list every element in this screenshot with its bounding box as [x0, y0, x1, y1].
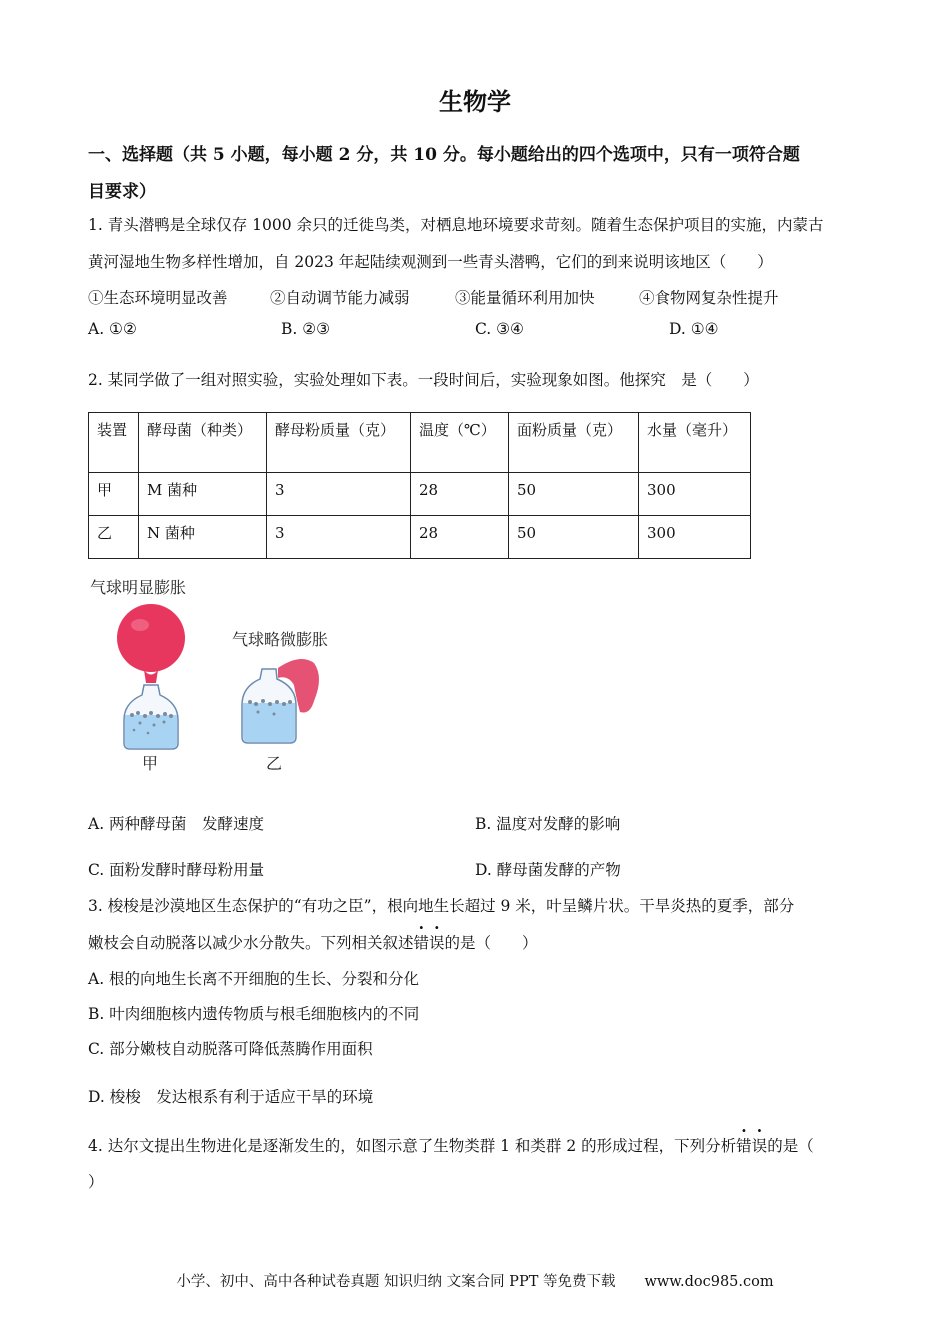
q3-stem-line2 [88, 931, 538, 953]
table-cell: 300 [639, 516, 751, 559]
emphasis-char: 错 [413, 934, 430, 952]
q1-option-d: D. ①④ [669, 320, 719, 338]
page-title: 生物学 [439, 87, 511, 116]
q4-stem-line1 [88, 1134, 814, 1156]
q4-stem-text: 的是（ [767, 1137, 814, 1155]
section-heading: 一、选择题（共 5 小题，每小题 2 分，共 10 分。每小题给出的四个选项中，只有一项符合题 [88, 145, 800, 165]
q4-stem-text: 4. 达尔文提出生物进化是逐渐发生的，如图示意了生物类群 1 和类群 2 的形成过程，下列分析 [88, 1137, 737, 1155]
page-footer: 小学、初中、高中各种试卷真题 知识归纳 文案合同 PPT 等免费下载 www.doc985.com [176, 1274, 774, 1290]
figure-label-b: 气球略微膨胀 [232, 630, 329, 649]
q1-stem-line1: 1. 青头潜鸭是全球仅存 1000 余只的迁徙鸟类，对栖息地环境要求苛刻。随着生态保护项目的实施，内蒙古 [88, 216, 824, 234]
q3-stem-text: 的是（ ） [444, 934, 538, 952]
q3-option-a: A. 根的向地生长离不开细胞的生长、分裂和分化 [88, 970, 420, 988]
table-header-cell: 面粉质量（克） [509, 413, 639, 473]
q2-stem: 2. 某同学做了一组对照实验，实验处理如下表。一段时间后，实验现象如图。他探究 是（ ） [88, 371, 759, 389]
q2-option-c: C. 面粉发酵时酵母粉用量 [88, 861, 265, 879]
q3-stem-line1: 3. 梭梭是沙漠地区生态保护的“有功之臣”，根向地生长超过 9 米，叶呈鳞片状。干旱炎热的夏季，部分 [88, 897, 795, 915]
bottle-label-a: 甲 [142, 754, 159, 773]
q1-item: ①生态环境明显改善 [88, 289, 228, 307]
emphasis-char: 错 [736, 1137, 752, 1155]
table-cell: 3 [267, 516, 411, 559]
bottle-a-balloon-icon [117, 604, 185, 749]
table-header-cell: 水量（毫升） [639, 413, 751, 473]
table-header-cell: 装置 [89, 413, 139, 473]
q2-option-a: A. 两种酵母菌 发酵速度 [88, 815, 265, 833]
q3-option-b: B. 叶肉细胞核内遗传物质与根毛细胞核内的不同 [88, 1005, 420, 1023]
table-cell: 50 [509, 473, 639, 516]
q1-option-b: B. ②③ [281, 320, 331, 338]
table-cell: 3 [267, 473, 411, 516]
q1-item: ③能量循环利用加快 [455, 289, 595, 307]
emphasis-char: 误 [429, 934, 445, 952]
balloon-drawing [88, 575, 368, 775]
q1-item: ④食物网复杂性提升 [639, 289, 779, 307]
table-cell: 甲 [89, 473, 139, 516]
table-header-cell: 酵母菌（种类） [139, 413, 267, 473]
q2-option-b: B. 温度对发酵的影响 [475, 815, 621, 833]
q1-item: ②自动调节能力减弱 [270, 289, 410, 307]
table-header-row [89, 413, 751, 473]
bottle-label-b: 乙 [266, 754, 283, 773]
q1-option-c: C. ③④ [475, 320, 524, 338]
emphasis-char: 误 [751, 1137, 768, 1155]
table-cell: 28 [411, 516, 509, 559]
table-cell: M 菌种 [139, 473, 267, 516]
q4-stem-line2: ） [88, 1173, 104, 1191]
balloon-figure [88, 575, 368, 775]
table-row [89, 516, 751, 559]
table-cell: 28 [411, 473, 509, 516]
bottle-b-balloon-icon [242, 659, 319, 743]
q2-option-d: D. 酵母菌发酵的产物 [475, 861, 621, 879]
figure-label-a: 气球明显膨胀 [90, 578, 187, 597]
q3-option-d: D. 梭梭 发达根系有利于适应干旱的环境 [88, 1088, 374, 1106]
table-header-cell: 温度（℃） [411, 413, 509, 473]
experiment-table [88, 412, 751, 559]
table-cell: 乙 [89, 516, 139, 559]
q3-option-c: C. 部分嫩枝自动脱落可降低蒸腾作用面积 [88, 1040, 373, 1058]
q1-option-a: A. ①② [88, 320, 137, 338]
section-heading-cont: 目要求） [88, 182, 156, 202]
q3-stem-text: 嫩枝会自动脱落以减少水分散失。下列相关叙述 [88, 934, 414, 952]
q1-stem-line2: 黄河湿地生物多样性增加，自 2023 年起陆续观测到一些青头潜鸭，它们的到来说明该地区（ ） [88, 253, 773, 271]
table-cell: 300 [639, 473, 751, 516]
table-row [89, 473, 751, 516]
table-header-cell: 酵母粉质量（克） [267, 413, 411, 473]
table-cell: N 菌种 [139, 516, 267, 559]
table-cell: 50 [509, 516, 639, 559]
